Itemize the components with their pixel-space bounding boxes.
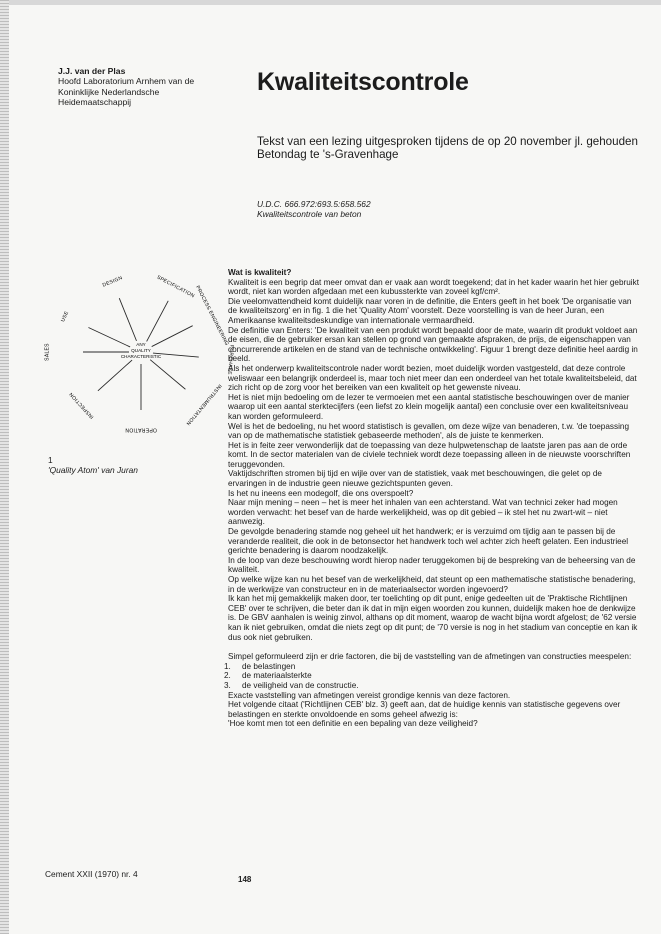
figure-number: 1 [48, 455, 53, 465]
factor-number: 1. [224, 661, 231, 671]
quality-atom-diagram [30, 262, 255, 454]
journal-reference: Cement XXII (1970) nr. 4 [45, 869, 138, 879]
paragraph: Kwaliteit is een begrip dat meer omvat dan er vaak aan wordt toegekend; dat in het kader waarin het hier gebruikt wordt, niet kan worden afgedaan met een kubussterkte van zoveel kgf/cm². [228, 277, 639, 297]
paragraph: Het is in feite zeer verwonderlijk dat de toepassing van deze hulpwetenschap de laatste jaren pas aan de orde komt. In de sector materialen van de civiele techniek wordt deze toepassing alleen in de nieuwste voorschriften teruggevonden. [228, 440, 631, 469]
paragraph: Als het onderwerp kwaliteitscontrole nader wordt bezien, moet duidelijk worden vastgesteld, dat deze controle weliswaar een belangrijk onderdeel is, maar toch niet meer dan een onderdeel van het totale kwaliteitsbeleid, dat zich richt op de zorg voor het bereiken van een kwaliteit op het gewenste niveau. [228, 363, 637, 393]
factor-number: 2. [224, 671, 231, 681]
paragraph: 'Hoe komt men tot een definitie en een bepaling van deze veiligheid? [228, 719, 478, 729]
paragraph: Wel is het de bedoeling, nu het woord statistisch is gevallen, om deze wijze van benaderen, t.w. 'de toepassing van op de mathematische statistiek gebaseerde methoden', als de juiste te kenmerken. [228, 421, 630, 441]
atom-spoke-label: INSPECTION [68, 390, 96, 420]
atom-spoke-label: PURCHASE [226, 344, 235, 376]
atom-spoke-line [119, 298, 136, 341]
figure-caption [48, 455, 138, 476]
udc-subject: Kwaliteitscontrole van beton [257, 209, 362, 220]
author-affiliation-line: Heidemaatschappij [58, 97, 132, 108]
atom-spoke-label: INSTRUMENTATION [184, 382, 223, 427]
factor-number: 3. [224, 680, 231, 690]
paragraph: Die veelomvattendheid komt duidelijk naar voren in de definitie, die Enters geeft in het boek 'De organisatie van de kwaliteitszorg' en in fig. 1 die het 'Quality Atom' voorstelt. Deze voorstelling is van de heer Juran, een Amerikaanse kwaliteitsdeskundige van internationale vermaardheid. [228, 296, 632, 325]
atom-spoke-line [88, 327, 130, 346]
paragraph: Vaktijdschriften stromen bij tijd en wijle over van de statistiek, vaak met beschouwingen, die gelet op de ervaringen in de industrie geen nieuwe gezichtspunten geven. [228, 469, 602, 489]
factor-text: de materiaalsterkte [242, 671, 312, 681]
atom-center-line: CHARACTERISTIC [120, 354, 162, 359]
atom-spoke-line [147, 301, 169, 342]
atom-spoke-label: SALES [44, 343, 51, 361]
factor-item [224, 680, 642, 691]
paragraph: Naar mijn mening – neen – het is meer het inhalen van een achterstand. Wat van technici zeker had mogen worden verwacht: het besef van de harde werkelijkheid, was op dit gebied – ik stel het nu zwart-wit – niet aanwezig. [228, 498, 618, 527]
paragraph: Is het nu ineens een modegolf, die ons overspoelt? [228, 488, 414, 498]
factor-item [224, 671, 642, 681]
author-block [58, 66, 243, 108]
page-number: 148 [238, 875, 252, 884]
article-body [224, 268, 642, 729]
paragraph: Het is niet mijn bedoeling om de lezer te vermoeien met een aantal statistische beschouwingen over de manier waarop uit een aantal sterktecijfers (een liefst zo klein mogelijk aantal) een conclusie over een kwaliteitsniveau kan worden geformuleerd. [228, 392, 630, 421]
atom-spoke-line [150, 360, 185, 390]
atom-spoke-label: OPERATION [125, 426, 157, 433]
atom-spoke-label: DESIGN [101, 275, 124, 289]
section-heading: Wat is kwaliteit? [228, 268, 292, 277]
paragraph: De definitie van Enters: 'De kwaliteit van een produkt wordt bepaald door de mate, waarin dit produkt voldoet aan de eisen, die de gebruiker ersan kan stellen op grond van gemaakte afspraken, de prijs, de eigenschappen van concurrerende artikelen en de stand van de technische ontwikkeling'. Figuur 1 brengt deze definitie heel aardig in beeld. [228, 325, 638, 364]
paragraph: De gevolgde benadering stamde nog geheel uit het handwerk; er is verzuimd om tijdig aan te passen bij de veranderde realiteit, die ook in de betonsector het handwerk toch wel achter zich heeft gelaten. Een industrieel gerichte benadering is daarom noodzakelijk. [228, 527, 629, 556]
author-name: J.J. van der Plas [58, 66, 126, 76]
author-affiliation-line: Hoofd Laboratorium Arnhem van de [58, 76, 195, 87]
atom-spoke-label: USE [60, 310, 71, 323]
author-affiliation-line: Koninklijke Nederlandsche [58, 86, 160, 97]
factor-item [224, 661, 642, 672]
factors-list [224, 661, 642, 691]
scan-top-edge [9, 0, 661, 5]
factor-text: de veiligheid van de constructie. [242, 680, 359, 690]
article-subtitle: Tekst van een lezing uitgesproken tijdens de op 20 november jl. gehouden Betondag te 's-Gravenhage [257, 135, 638, 161]
paragraph: Het volgende citaat ('Richtlijnen CEB' blz. 3) geeft aan, dat de huidige kennis van statistische gegevens over belastingen en sterkte onvoldoende en soms geheel afwezig is: [228, 700, 621, 719]
udc-code: U.D.C. 666.972:693.5:658.562 [257, 199, 371, 209]
article-title: Kwaliteitscontrole [257, 68, 469, 96]
atom-center-line: QUALITY [131, 348, 151, 353]
atom-spoke-line [98, 360, 132, 391]
quality-atom-figure [30, 262, 255, 454]
binding-edge [0, 0, 9, 934]
factors-intro: Simpel geformuleerd zijn er drie factoren, die bij de vaststelling van de afmetingen van constructies meespelen: [228, 652, 632, 662]
atom-spoke-label: PROCESS ENGINEERING [194, 284, 230, 347]
udc-block [257, 199, 371, 219]
factor-text: de belastingen [242, 661, 296, 671]
paragraph: Op welke wijze kan nu het besef van de werkelijkheid, dat steunt op een mathematische statistische benadering, in de werkwijze van constructeur en in de materiaalsector worden ingevoerd? [228, 575, 636, 594]
figure-caption-text: 'Quality Atom' van Juran [48, 465, 138, 476]
paragraph: Ik kan het mij gemakkelijk maken door, ter toelichting op dit punt, enige gedeelten uit de 'Praktische Richtlijnen CEB' over te schrijven, die beter dan ik dat in mijn eigen woorden zou kunnen, duidelijk maken hoe de denkwijze is. De GBV aanhalen is weinig zinvol, althans op dit moment, waarop de wacht bijna wordt afgelost; de '62 versie kan ik niet gebruiken, omdat die niets zegt op dit punt; de '70 versie is nog in het stadium van conceptie en kan ik dus ook niet gebruiken. [228, 594, 638, 642]
atom-center-line: ANY [136, 342, 146, 347]
atom-spoke-label: SPECIFICATION [155, 274, 196, 300]
atom-spoke-line [152, 326, 193, 347]
paragraph: Exacte vaststelling van afmetingen vereist grondige kennis van deze factoren. [228, 690, 511, 700]
paragraph: In de loop van deze beschouwing wordt hierop nader teruggekomen bij de bespreking van de beheersing van de kwaliteit. [228, 555, 636, 575]
